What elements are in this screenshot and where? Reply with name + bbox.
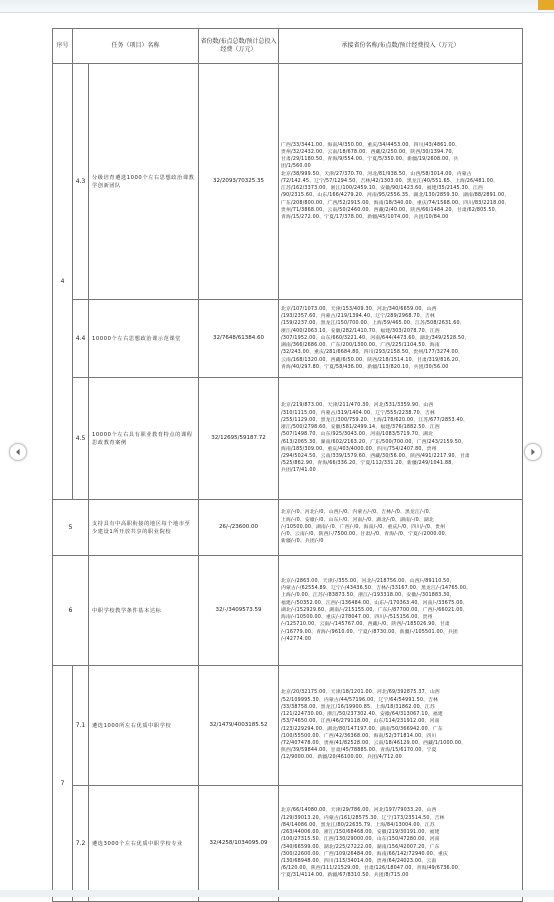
detail-line: /90/2315.60、山东/166/4279.20、河南/95/2556.35、湖北/130/2859.30、湖南/88/2891.00、: [281, 193, 510, 199]
detail-line: /255/1129.00、黑龙江/300/759.20、上海/178/620.00、江苏/677/2853.40、: [281, 417, 468, 423]
detail-line: /32/243.00、重庆/281/6684.80、四川/293/2158.50、贵州/177/3274.00、: [281, 350, 463, 356]
detail-line: 贵州/71/3868.00、云南/50/2460.00、西藏/2/40.00、陕西/66/1484.20、甘肃/62/805.50、: [281, 207, 500, 213]
header-no: 序号: [53, 29, 73, 64]
bottom-bar: [0, 890, 554, 897]
row-task: 10000个左右思想政治课示范课堂: [89, 300, 199, 378]
detail-line: 陕西/39/59844.00、甘肃/45/78885.00、青海/15/6170.00、宁夏: [281, 748, 437, 754]
row-sub-no: 7.1: [73, 666, 89, 786]
detail-line: /12/9000.00、新疆/20/46100.00、兵团/4/712.00: [281, 755, 402, 761]
detail-line: /507/1498.70、山东/925/3043.00、河南/1083/5719.70、湖北: [281, 432, 434, 438]
previous-page-button[interactable]: [9, 443, 27, 461]
detail-line: 北京/-/2863.00、天津/-/355.00、河北/-/218756.00、山西/-/89110.50、: [281, 579, 455, 585]
detail-line: /53/74650.00、江西/46/279118.00、山东/114/231912.00、河南: [281, 719, 440, 725]
row-sub-no: 4.3: [73, 64, 89, 300]
row-task: 遴选1000所左右优质中职学校: [89, 666, 199, 786]
detail-line: 新疆/-/0、兵团/-/0: [281, 539, 324, 545]
detail-line: 北京/66/14080.00、天津/29/786.00、河北/197/79033.20、山西: [281, 808, 437, 814]
detail-line: /193/2357.60、内蒙古/219/1394.40、辽宁/289/2968.70、吉林: [281, 314, 435, 320]
detail-line: /72/407478.00、贵州/41/82528.00、云南/18/46129.00、西藏/1/1000.00、: [281, 740, 467, 746]
header-total: 省份数/布点总数/预计总投入经费（万元）: [199, 29, 279, 64]
row-detail: [279, 500, 523, 556]
detail-line: 江苏/162/3373.00、浙江/100/2459.10、安徽/90/1423.60、福建/35/2145.30、江西: [281, 186, 483, 192]
row-task: 10000个左右具有职业教育特点的课程思政教育案例: [89, 378, 199, 500]
detail-line: /-/16779.00、青海/-/9610.00、宁夏/-/8730.00、新疆/-/105501.00、兵团: [281, 629, 458, 635]
detail-line: 宁夏/31/4114.00、新疆/67/8310.50、兵团/8/715.00: [281, 873, 409, 879]
row-task: 支持具有中高职衔接的地区每个地市至少建设1所开放共享的职业院校: [89, 500, 199, 556]
detail-line: 浙江/400/2063.10、安徽/282/1410.70、福建/303/2078.70、江西: [281, 328, 440, 334]
row-task: 遴选3000个左右优质中职学校专业: [89, 786, 199, 902]
detail-line: 浙江/500/2798.60、安徽/581/2499.14、福建/376/1882.50、江西: [281, 425, 440, 431]
detail-line: 兵团/17/41.00: [281, 468, 316, 474]
row-total: 32/1479/4003185.52: [199, 666, 279, 786]
detail-line: /129/39013.20、内蒙古/161/28575.30、辽宁/173/23514.50、吉林: [281, 815, 445, 821]
document-page: [52, 28, 522, 879]
detail-line: /263/44006.00、浙江/150/68468.00、安徽/219/30191.00、福建: [281, 830, 440, 836]
detail-line: /84/14086.00、黑龙江/80/22635.79、上海/84/13004.00、江苏: [281, 822, 435, 828]
row-total: 26/-/23600.00: [199, 500, 279, 556]
row-total: 32/12695/59187.72: [199, 378, 279, 500]
row-sub-no: 4.5: [73, 378, 89, 500]
detail-line: 青海/40/297.80、宁夏/58/436.00、新疆/113/820.10、兵团/30/56.00: [281, 364, 449, 370]
detail-line: 甘肃/29/1180.50、青海/9/554.00、宁夏/5/350.00、新疆/19/2608.00、兵: [281, 157, 459, 163]
detail-line: /-/0、云南/-/0、陕西/-/7500.00、甘肃/-/0、青海/-/0、宁夏/-/2000.00、: [281, 532, 450, 538]
table-row: [53, 300, 523, 378]
detail-line: 青海/15/272.00、宁夏/17/378.00、新疆/45/1074.00、兵团/10/84.00: [281, 214, 449, 220]
row-total: 32/7648/61384.60: [199, 300, 279, 378]
detail-line: /307/1952.00、山东/660/3221.40、河南/644/4473.60、湖北/349/2528.50、: [281, 335, 470, 341]
table-row: [53, 64, 523, 300]
detail-line: /-/125710.00、云南/-/145767.00、西藏/-/0、陕西/-/185026.90、甘肃: [281, 622, 450, 628]
row-detail: [279, 786, 523, 902]
detail-line: 海南/-/10500.00、重庆/-/278047.00、四川/-/515156.00、贵州: [281, 615, 433, 621]
detail-line: /613/2065.30、湖南/602/2163.20、广东/500/700.00、广西/243/2159.50、: [281, 439, 467, 445]
header-detail: 承接省份名称/布点数/预计经费投入（万元）: [279, 29, 523, 64]
detail-line: 上海/-/0、安徽/-/0、山东/-/0、河南/-/0、湖北/-/0、湖南/-/0、湖北: [281, 517, 434, 523]
detail-line: /6/120.00、陕西/111/21529.00、甘肃/126/18047.00、青海/49/6736.00、: [281, 866, 463, 872]
row-detail: [279, 556, 523, 666]
row-task: 中职学校教学条件基本达标: [89, 556, 199, 666]
detail-line: 广西/33/3441.00、海南/4/350.00、重庆/34/4453.00、四川/43/4861.00、: [281, 142, 460, 148]
table-row: [53, 666, 523, 786]
row-no: 4: [53, 64, 73, 500]
row-sub-no: 7.2: [73, 786, 89, 902]
detail-line: 北京/219/873.00、天津/211/470.30、河北/531/3359.90、山西: [281, 403, 434, 409]
detail-line: 湖北/-/152929.60、湖南/-/215155.00、广东/-/87700.00、广西/-/66021.00、: [281, 607, 468, 613]
header-task: 任务（项目）名称: [73, 29, 199, 64]
row-detail: [279, 300, 523, 378]
detail-line: 北京/-/0、河北/-/0、山西/-/0、内蒙古/-/0、吉林/-/0、黑龙江/-/0、: [281, 510, 434, 516]
detail-line: 北京/107/1073.00、天津/153/409.30、河北/340/6659.00、山西: [281, 307, 437, 313]
detail-line: 贵州/32/2432.00、云南/18/678.00、西藏/2/250.00、陕西/30/1394.70、: [281, 150, 457, 156]
table-row: [53, 378, 523, 500]
detail-line: /159/2237.00、黑龙江/150/700.00、上海/59/465.00、江苏/508/2631.60、: [281, 321, 465, 327]
row-detail: [279, 64, 523, 300]
detail-line: /33/38758.00、黑龙江/16/19900.85、上海/18/31862.00、江苏: [281, 704, 435, 710]
detail-line: /72/142.45、辽宁/57/1294.50、吉林/42/1303.00、黑龙江/40/551.65、上海/26/481.00、: [281, 178, 499, 184]
table-row: [53, 786, 523, 902]
row-total: 32/2093/70325.35: [199, 64, 279, 300]
table-row: [53, 556, 523, 666]
browser-top-bar: [0, 0, 554, 13]
detail-line: /310/1115.00、内蒙古/319/1404.00、辽宁/555/2238.70、吉林: [281, 410, 435, 416]
detail-line: /294/5024.50、云南/339/1579.60、西藏/30/56.00、陕西/491/2217.90、甘肃: [281, 453, 470, 459]
detail-line: /525/862.90、青海/66/336.20、宁夏/112/331.20、新疆/249/1041.88、: [281, 461, 457, 467]
detail-line: 湖南/366/2686.00、广东/200/1300.00、广西/225/1104.50、海南: [281, 343, 440, 349]
detail-line: 团/1/560.00: [281, 164, 311, 170]
detail-line: /300/22600.00、广西/109/26484.00、海南/66/142/72940.00、重庆: [281, 851, 448, 857]
detail-line: /100/27315.50、江西/130/29000.00、山东/150/47280.00、河南: [281, 837, 440, 843]
detail-line: 内蒙古/-/62554.89、辽宁/-/43436.50、吉林/-/33167.00、黑龙江/-/14765.00、: [281, 586, 472, 592]
table-row: [53, 500, 523, 556]
detail-line: 广东/208/800.00、广西/52/2915.00、海南/18/340.00、重庆/74/1568.00、四川/83/2218.00、: [281, 200, 510, 206]
row-detail: [279, 378, 523, 500]
detail-line: /-/10500.00、湖南/-/0、广西/-/0、海南/-/0、重庆/-/0、四川/-/0、贵州: [281, 524, 446, 530]
row-no: 7: [53, 666, 73, 902]
detail-line: /52/109995.30、内蒙古/44/57196.00、辽宁/64/54991.50、吉林: [281, 697, 439, 703]
detail-line: 福建/-/50352.00、江西/-/136484.00、山东/-/170363.40、河南/-/33675.00、: [281, 600, 468, 606]
row-no: 6: [53, 556, 89, 666]
detail-line: /130/68948.00、四川/115/34014.00、贵州/64/24023.00、云南: [281, 858, 437, 864]
detail-line: /123/229294.00、湖北/80/147197.00、湖南/50/366942.00、广东: [281, 726, 443, 732]
row-sub-no: 4.4: [73, 300, 89, 378]
row-total: 32/-/3409573.59: [199, 556, 279, 666]
detail-line: 北京/20/32175.00、天津/18/1201.00、河北/69/392875.37、山西: [281, 690, 440, 696]
next-page-button[interactable]: [524, 443, 542, 461]
detail-line: 云南/168/1320.00、西藏/6/50.00、陕西/218/1514.10、甘肃/319/816.20、: [281, 357, 464, 363]
row-task: 分级培育遴选1000个左右思想政治课教学创新团队: [89, 64, 199, 300]
row-detail: [279, 666, 523, 786]
detail-line: 上海/-/0.00、江苏/-/83873.50、浙江/-/193318.00、安徽/-/301883.30、: [281, 593, 455, 599]
detail-line: /-/42774.00: [281, 636, 312, 642]
row-total: 32/4258/1034095.09: [199, 786, 279, 902]
detail-line: 北京/38/999.50、天津/27/370.70、河北/81/938.50、山西/58/3014.00、内蒙古: [281, 171, 472, 177]
detail-line: /121/224730.00、浙江/50/237302.40、安徽/64/313067.10、福建: [281, 712, 443, 718]
top-accent-marker: [538, 0, 554, 10]
detail-line: /340/66599.00、湖北/225/27222.00、湖南/156/42007.20、广东: [281, 844, 440, 850]
row-no: 5: [53, 500, 89, 556]
detail-line: /100/55500.00、广西/42/36368.00、海南/52/371814.00、四川: [281, 733, 437, 739]
detail-line: 海南/185/309.00、重庆/403/4000.00、四川/754/2407.80、贵州: [281, 446, 437, 452]
chevron-right-icon: [529, 448, 537, 456]
task-table: [52, 28, 523, 902]
table-header-row: [53, 29, 523, 64]
chevron-left-icon: [14, 448, 22, 456]
